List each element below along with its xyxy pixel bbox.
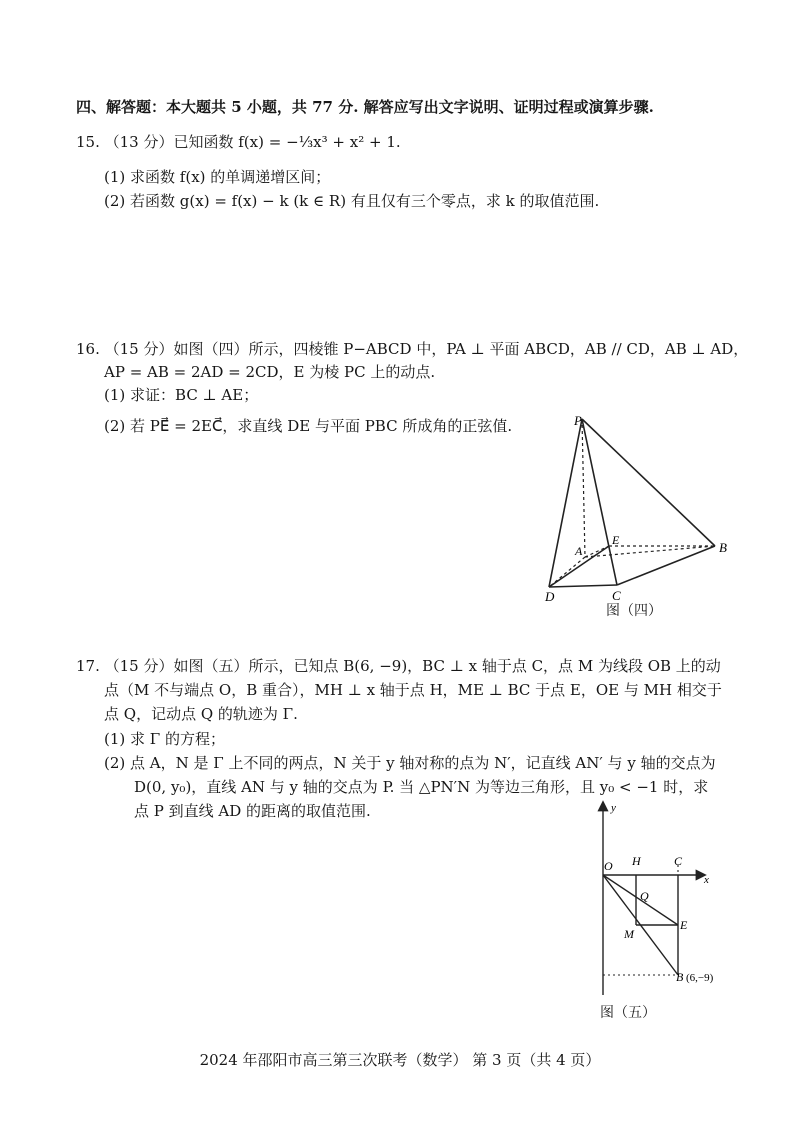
q17-stem-line3: 点 Q，记动点 Q 的轨迹为 Γ. [104, 705, 298, 723]
edge-DC [549, 585, 617, 587]
hidden-PA [582, 419, 585, 557]
label-H: H [632, 854, 641, 868]
label-B: B [719, 540, 727, 555]
label-B-coordinate: (6,−9) [686, 972, 714, 984]
q17-stem-line2: 点（M 不与端点 O，B 重合），MH ⊥ x 轴于点 H，ME ⊥ BC 于点 E，OE 与 MH 相交于 [104, 681, 722, 699]
label-C: C [674, 854, 683, 868]
label-Q: Q [640, 889, 649, 903]
figure-pyramid [530, 405, 750, 605]
q15-part1: (1) 求函数 f(x) 的单调递增区间； [104, 168, 331, 186]
figure-coordinate-caption: 图（五） [600, 1005, 656, 1021]
hidden-AB [585, 546, 715, 557]
label-M: M [624, 927, 634, 941]
edge-PD [549, 419, 582, 587]
label-B: B [676, 970, 684, 984]
figure-coordinate [586, 795, 736, 1000]
section-title: 四、解答题：本大题共 5 小题，共 77 分. 解答应写出文字说明、证明过程或演算步骤. [76, 98, 654, 116]
label-O: O [604, 859, 613, 873]
q16-part1: (1) 求证：BC ⊥ AE； [104, 386, 259, 404]
label-A: A [575, 544, 583, 558]
label-C: C [612, 588, 621, 603]
label-y: y [611, 802, 616, 814]
page-footer: 2024 年邵阳市高三第三次联考（数学） 第 3 页（共 4 页） [199, 1051, 601, 1069]
edge-CB [617, 546, 715, 585]
label-D: D [545, 589, 555, 604]
label-E: E [612, 533, 620, 547]
label-E: E [680, 918, 688, 932]
q17-part2-line3: 点 P 到直线 AD 的距离的取值范围. [134, 802, 371, 820]
q15-stem: 15. （13 分）已知函数 f(x) = −⅓x³ + x² + 1. [76, 133, 401, 151]
q15-part2: (2) 若函数 g(x) = f(x) − k (k ∈ R) 有且仅有三个零点，求 k 的取值范围. [104, 192, 600, 210]
figure-pyramid-caption: 图（四） [606, 603, 662, 619]
q16-part2: (2) 若 PE⃗ = 2EC⃗，求直线 DE 与平面 PBC 所成角的正弦值. [104, 417, 513, 435]
q17-part2-line2: D(0, y₀)，直线 AN 与 y 轴的交点为 P. 当 △PN′N 为等边三角形，且 y₀ < −1 时，求 [134, 778, 709, 796]
edge-PB [582, 419, 715, 546]
q17-part1: (1) 求 Γ 的方程； [104, 730, 225, 748]
q17-stem-line1: 17. （15 分）如图（五）所示，已知点 B(6, −9)，BC ⊥ x 轴于点 C，点 M 为线段 OB 上的动 [76, 657, 721, 675]
label-P: P [574, 413, 582, 428]
label-x: x [704, 874, 709, 886]
q16-stem-line1: 16. （15 分）如图（四）所示，四棱锥 P−ABCD 中，PA ⊥ 平面 ABCD，AB // CD，AB ⊥ AD， [76, 340, 749, 358]
q16-stem-line2: AP = AB = 2AD = 2CD，E 为棱 PC 上的动点. [104, 363, 436, 381]
q17-part2-line1: (2) 点 A，N 是 Γ 上不同的两点，N 关于 y 轴对称的点为 N′，记直线 AN′ 与 y 轴的交点为 [104, 754, 716, 772]
